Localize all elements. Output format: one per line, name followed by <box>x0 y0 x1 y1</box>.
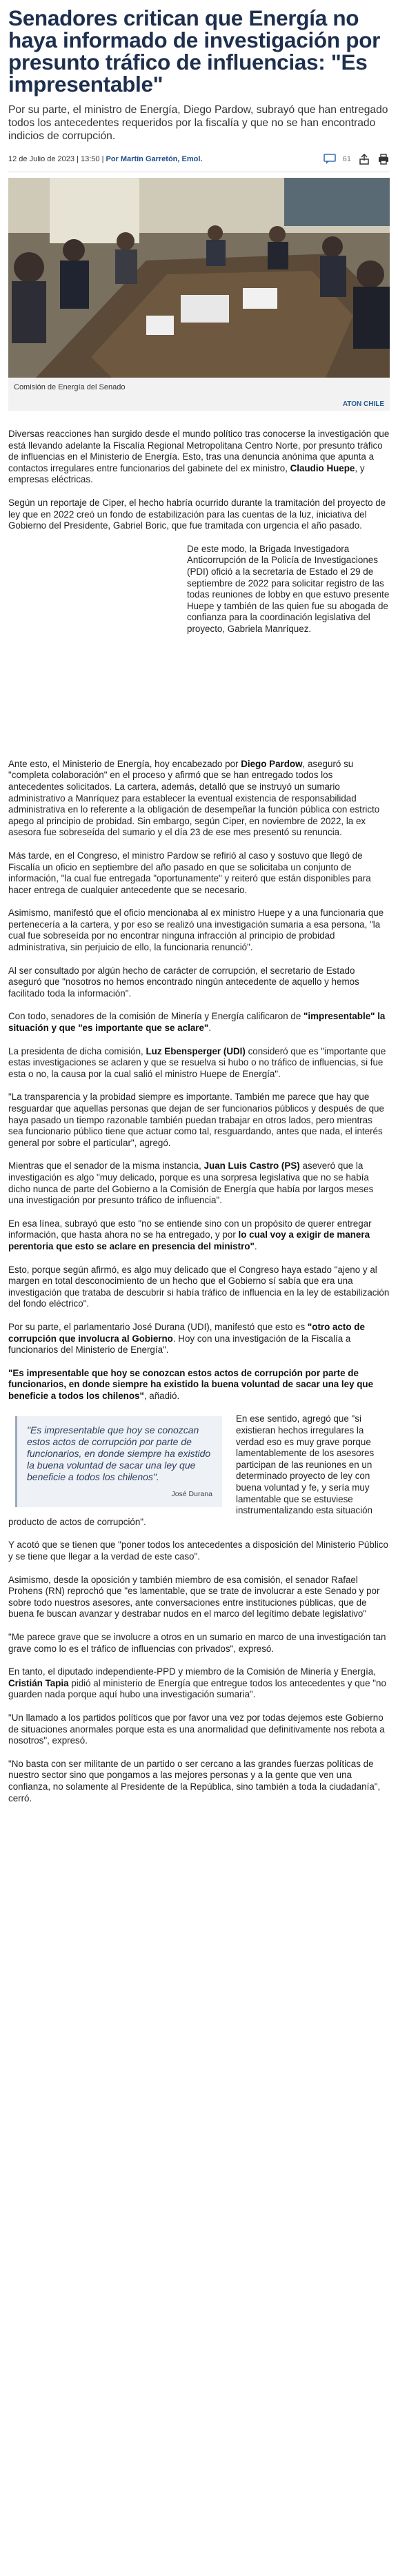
paragraph: En tanto, el diputado independiente-PPD y miembro de la Comisión de Minería y Energía, Cristián Tapia pidió al ministerio de Energía que entregue todos los antecedentes y que "no guarden nada porque aquí hubo una investigación sumaria". <box>8 1666 386 1700</box>
paragraph: "Es impresentable que hoy se conozcan estos actos de corrupción por parte de funcionarios, en donde siempre ha existido la buena voluntad de sacar una ley que beneficie a todos los chilenos", añadió. <box>8 1367 374 1401</box>
photo-caption: Comisión de Energía del Senado <box>14 383 126 391</box>
paragraph: En esa línea, subrayó que esto "no se entiende sino con un propósito de querer entregar información, que hasta ahora no se ha entregado, y por lo cual voy a exigir de manera perentoria que esto se aclare en presencia del ministro". <box>8 1218 372 1251</box>
paragraph: En ese sentido, agregó que "si existieran hechos irregulares la verdad eso es muy grave porque lamentablemente de los asesores participan de las reuniones en un determinado proyecto de ley con buena voluntad y fe, y sería muy lamentable que se estuviese instrumentalizando esta situación producto de actos de corrupción". <box>8 1413 375 1527</box>
paragraph: Esto, porque según afirmó, es algo muy delicado que el Congreso haya estado "ajeno y al margen en total desconocimiento de un hecho que el Gobierno sí sabía que era una investigación que trataba de descubrir si había tráfico de influencia en la ley de estabilización del fondo eléctrico". <box>8 1264 390 1309</box>
article-date: 12 de Julio de 2023 | 13:50 | <box>8 155 104 163</box>
article-byline[interactable]: Por Martín Garretón, Emol. <box>106 155 203 163</box>
paragraph: "Me parece grave que se involucre a otros en un sumario en marco de una investigación tan grave como lo es el tráfico de influencias con privados", expresó. <box>8 1631 386 1654</box>
paragraph: "Un llamado a los partidos políticos que por favor una vez por todas dejemos este Gobierno de situaciones anormales porque esta es una anormalidad que definitivamente nos rebota a nosotros", expresó. <box>8 1712 385 1746</box>
paragraph: De este modo, la Brigada Investigadora Anticorrupción de la Policía de Investigaciones (PDI) ofició a la secretaría de Estado el 29 de septiembre de 2022 para solicitar registro de las todas reuniones de lobby en que estuvo presente Huepe y también de las quien fue su abogada de confianza para la coordinación legislativa del proyecto, Gabriela Manríquez. <box>187 543 390 634</box>
article-title: Senadores critican que Energía no haya informado de investigación por presunto tráfico de influencias: "Es impresentable" <box>8 6 381 96</box>
paragraph: Asimismo, desde la oposición y también miembro de esa comisión, el senador Rafael Prohens (RN) reprochó que "es lamentable, que se trate de involucrar a este Senado y por sobre todo nuestros asesores, ante conversaciones entre instituciones públicas, que de buena fe buscan avanzar y destrabar nudos en el marco del legítimo debate legislativo" <box>8 1574 380 1619</box>
article-lead: Por su parte, el ministro de Energía, Diego Pardow, subrayó que han entregado todos los antecedentes requeridos por la fiscalía y que no se han encontrado indicios de corrupción. <box>8 104 388 142</box>
paragraph: "No basta con ser militante de un partido o ser cercano a las grandes fuerzas políticas de nuestro sector sino que pongamos a las mejores personas y a la gente que ven una confianza, no solamente al Presidente de la República, sino también a toda la ciudadanía", cerró. <box>8 1758 381 1803</box>
paragraph: Y acotó que se tienen que "poner todos los antecedentes a disposición del Ministerio Público y se tiene que llegar a la verdad de este caso". <box>8 1540 388 1562</box>
paragraph: Asimismo, manifestó que el oficio mencionaba al ex ministro Huepe y a una funcionaria que pertenecería a la cartera, y por eso se realizó una investigación sumaria a esa persona, "la cual fue sobreseída por no encontrar ninguna infracción al principio de probidad administrativa, sin perjuicio de ello, la funcionaria renunció". <box>8 908 384 953</box>
paragraph: Ante esto, el Ministerio de Energía, hoy encabezado por Diego Pardow, aseguró su "completa colaboración" en el proceso y afirmó que se han entregado todos los antecedentes solicitados. La cartera, además, detalló que se instruyó un sumario administrativo a Manríquez para establecer la eventual existencia de responsabilidad administrativa en lo referente a la obligación de desempeñar la función pública con estricto apego al principio de probidad. Sin embargo, según Ciper, en noviembre de 2022, la ex asesora fue sobreseída del sumario y el día 23 de ese mes presentó su renuncia. <box>8 758 380 838</box>
paragraph: Por su parte, el parlamentario José Durana (UDI), manifestó que esto es "otro acto de corrupción que involucra al Gobierno. Hoy con una investigación de la Fiscalía a funcionarios del Ministerio de Energía". <box>8 1321 365 1356</box>
paragraph: "La transparencia y la probidad siempre es importante. También me parece que hay que resguardar que aquellas personas que dejan de ser funcionarios públicos y después de que haya pasado un tiempo razonable también puedan trabajar en otros lados, pero mientras sea funcionario público tiene que actuar como tal, resguardando, antes que nada, el interés general por sobre el particular", agregó. <box>8 1092 384 1148</box>
paragraph: La presidenta de dicha comisión, Luz Ebensperger (UDI) consideró que es "importante que estas investigaciones se aclaren y que se resuelva si hubo o no tráfico de influencias, si fue esta o no, la causa por la cual salió el ministro Huepe de Energía". <box>8 1045 386 1079</box>
paragraph: Al ser consultado por algún hecho de carácter de corrupción, el secretario de Estado aseguró que "nosotros no hemos encontrado ningún antecedente de aquello y hemos facilitado toda la información". <box>8 965 359 999</box>
comment-icon[interactable] <box>324 153 336 165</box>
paragraph: Mientras que el senador de la misma instancia, Juan Luis Castro (PS) aseveró que la investigación es algo "muy delicado, porque es una sorpresa legislativa que no se había dicho nunca de parte del Gobierno a la Comisión de Energía que había por largos meses una investigación por presunto tráfico de influencia". <box>8 1161 374 1206</box>
article-body <box>0 411 398 1804</box>
paragraph: Según un reportaje de Ciper, el hecho habría ocurrido durante la tramitación del proyecto de ley que en 2022 creó un fondo de estabilización para las cuentas de la luz, iniciativa del Gobierno del Presidente, Gabriel Boric, que fue tramitada con urgencia el año pasado. <box>8 497 386 531</box>
comment-count: 61 <box>342 155 351 163</box>
pull-quote-author: José Durana <box>171 1490 212 1499</box>
paragraph: Con todo, senadores de la comisión de Minería y Energía calificaron de "impresentable" la situación y que "es importante que se aclare". <box>8 1011 386 1034</box>
photo-credit: ATON CHILE <box>342 400 384 408</box>
ad-placeholder <box>8 545 177 752</box>
pull-quote <box>15 1416 222 1507</box>
article-meta <box>8 151 390 172</box>
pull-quote-text: "Es impresentable que hoy se conozcan estos actos de corrupción por parte de funcionarios, en donde siempre ha existido la buena voluntad de sacar una ley que beneficie a todos los chilenos". <box>27 1424 211 1483</box>
paragraph: Diversas reacciones han surgido desde el mundo político tras conocerse la investigación que está llevando adelante la Fiscalía Regional Metropolitana Centro Norte, por presunto tráfico de influencias en el Ministerio de Energía. Esto, tras una denuncia anónima que apunta a contactos irregulares entre funcionarios del gabinete del ex ministro, Claudio Huepe, y empresas eléctricas. <box>8 429 390 485</box>
share-icon[interactable] <box>358 153 370 165</box>
paragraph: Más tarde, en el Congreso, el ministro Pardow se refirió al caso y sostuvo que llegó de Fiscalía un oficio en septiembre del año pasado en que se solicitaba un conjunto de información, "la cual fue entregada "oportunamente" y reiteró que están disponibles para hacer entrega de cualquier antecedente que se necesario. <box>8 850 371 895</box>
print-icon[interactable] <box>377 153 390 165</box>
photo-caption-box <box>8 378 390 411</box>
article-photo <box>8 178 390 378</box>
